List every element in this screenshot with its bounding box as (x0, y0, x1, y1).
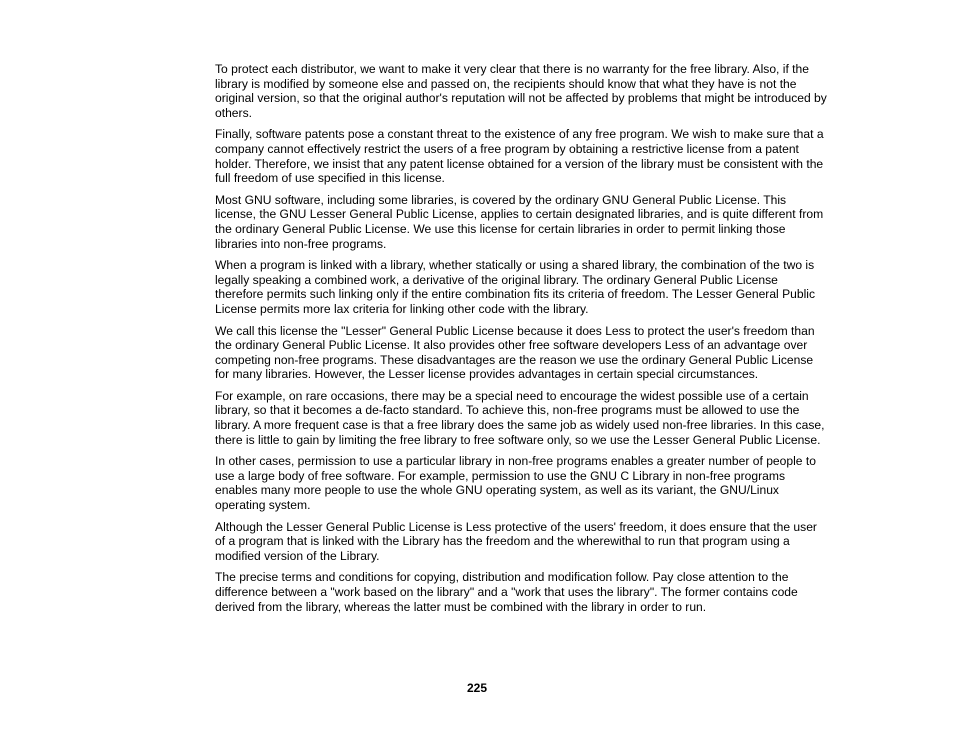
paragraph-patents: Finally, software patents pose a constant threat to the existence of any free program. We wish to make sure that a company cannot effectively restrict the users of a free program by obtaining a restrictive license from a patent holder. Therefore, we insist that any patent license obtained for a version of the library must be consistent with the full freedom of use specified in this license. (215, 127, 824, 186)
document-body (215, 62, 827, 621)
page-number: 225 (466, 681, 488, 695)
paragraph-protection: Although the Lesser General Public License is Less protective of the users' freedom, it does ensure that the user of a program that is linked with the Library has the freedom and the wherewithal to run that program using a modified version of the Library. (215, 519, 817, 563)
paragraph-example: For example, on rare occasions, there may be a special need to encourage the widest possible use of a certain library, so that it becomes a de-facto standard. To achieve this, non-free programs must be allowed to use the library. A more frequent case is that a free library does the same job as widely used non-free libraries. In this case, there is little to gain by limiting the free library to free software only, so we use the Lesser General Public License. (215, 388, 825, 447)
paragraph-terms: The precise terms and conditions for copying, distribution and modification follow. Pay close attention to the difference between a "work based on the library" and a "work that uses the library". The former contains code derived from the library, whereas the latter must be combined with the library in order to run. (215, 570, 798, 614)
paragraph-lesser-name: We call this license the "Lesser" General Public License because it does Less to protect the user's freedom than the ordinary General Public License. It also provides other free software developers Less of an advantage over competing non-free programs. These disadvantages are the reason we use the ordinary General Public License for many libraries. However, the Lesser license provides advantages in certain special circumstances. (215, 323, 815, 382)
paragraph-linking: When a program is linked with a library, whether statically or using a shared library, the combination of the two is legally speaking a combined work, a derivative of the original library. The ordinary General Public License therefore permits such linking only if the entire combination fits its criteria of freedom. The Lesser General Public License permits more lax criteria for linking other code with the library. (215, 258, 816, 316)
paragraph-warranty: To protect each distributor, we want to make it very clear that there is no warranty for the free library. Also, if the library is modified by someone else and passed on, the recipients should know that what they have is not the original version, so that the original author's reputation will not be affected by problems that might be introduced by others. (215, 62, 827, 120)
paragraph-gnu-software: Most GNU software, including some libraries, is covered by the ordinary GNU General Public License. This license, the GNU Lesser General Public License, applies to certain designated libraries, and is quite different from the ordinary General Public License. We use this license for certain libraries in order to permit linking those libraries into non-free programs. (215, 192, 824, 251)
paragraph-other-cases: In other cases, permission to use a particular library in non-free programs enables a greater number of people to use a large body of free software. For example, permission to use the GNU C Library in non-free programs enables many more people to use the whole GNU operating system, as well as its variant, the GNU/Linux operating system. (215, 454, 816, 513)
